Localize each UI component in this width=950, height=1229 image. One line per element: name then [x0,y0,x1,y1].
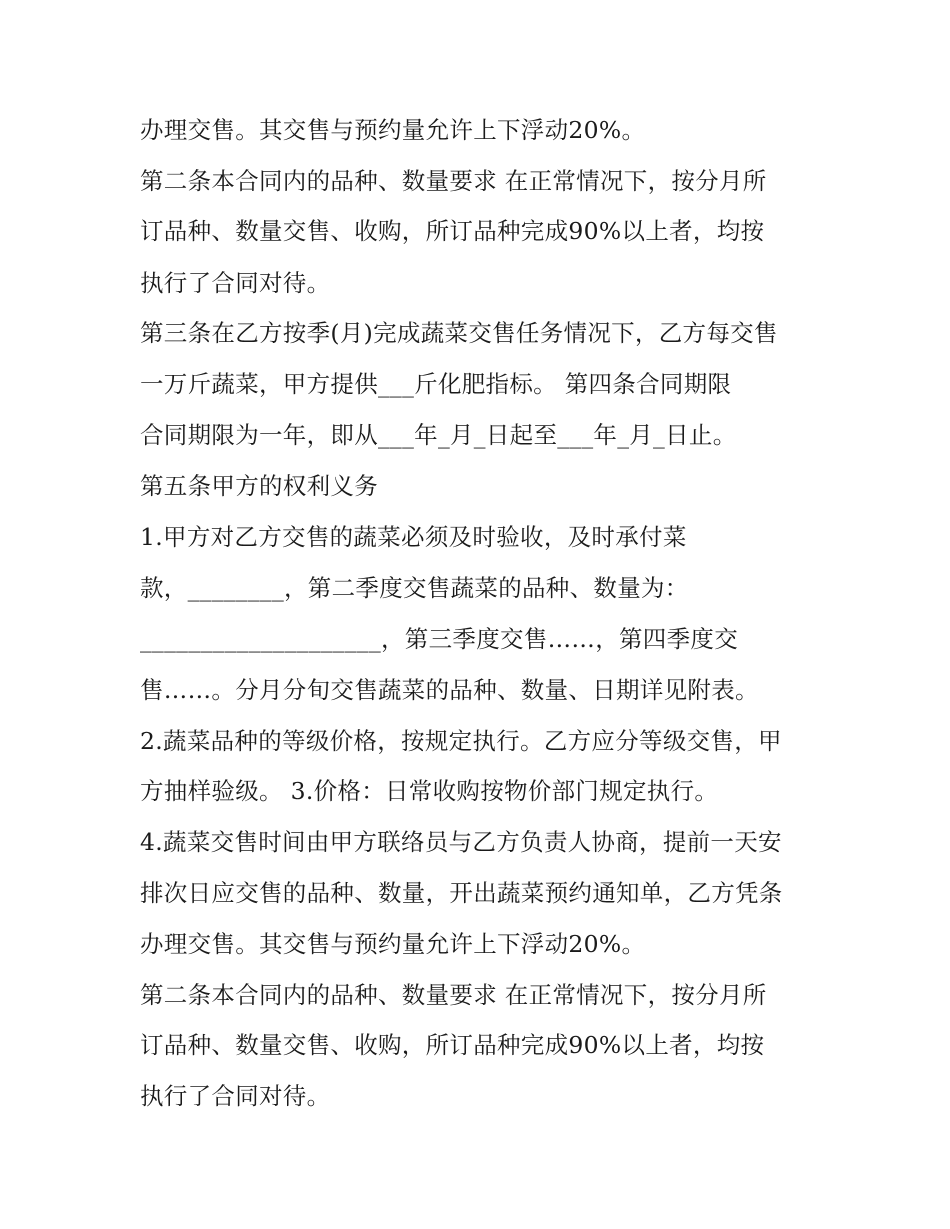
text-line: 执行了合同对待。 [140,269,331,297]
text-line: ____________________，第三季度交售……，第四季度交 [140,625,738,653]
text-line: 订品种、数量交售、收购，所订品种完成90%以上者，均按 [140,217,765,245]
text-line: 售……。分月分旬交售蔬菜的品种、数量、日期详见附表。 [140,676,759,704]
text-line: 第二条本合同内的品种、数量要求 在正常情况下，按分月所 [140,981,767,1009]
text-line: 第三条在乙方按季(月)完成蔬菜交售任务情况下，乙方每交售 [140,319,778,347]
text-line: 合同期限为一年，即从___年_月_日起至___年_月_日止。 [140,421,737,449]
text-line: 4.蔬菜交售时间由甲方联络员与乙方负责人协商，提前一天安 [140,828,782,856]
text-line: 办理交售。其交售与预约量允许上下浮动20%。 [140,116,646,144]
text-line: 款，________，第二季度交售蔬菜的品种、数量为： [140,574,689,602]
text-line: 方抽样验级。 3.价格：日常收购按物价部门规定执行。 [140,777,719,805]
text-line: 订品种、数量交售、收购，所订品种完成90%以上者，均按 [140,1031,765,1059]
text-line: 1.甲方对乙方交售的蔬菜必须及时验收，及时承付菜 [140,523,687,551]
text-line: 第二条本合同内的品种、数量要求 在正常情况下，按分月所 [140,167,767,195]
section-heading: 第五条甲方的权利义务 [140,472,378,500]
text-line: 一万斤蔬菜，甲方提供___斤化肥指标。 第四条合同期限 [140,370,732,398]
text-line: 2.蔬菜品种的等级价格，按规定执行。乙方应分等级交售，甲 [140,727,782,755]
text-line: 执行了合同对待。 [140,1082,331,1110]
text-line: 办理交售。其交售与预约量允许上下浮动20%。 [140,930,646,958]
text-line: 排次日应交售的品种、数量，开出蔬菜预约通知单，乙方凭条 [140,879,783,907]
